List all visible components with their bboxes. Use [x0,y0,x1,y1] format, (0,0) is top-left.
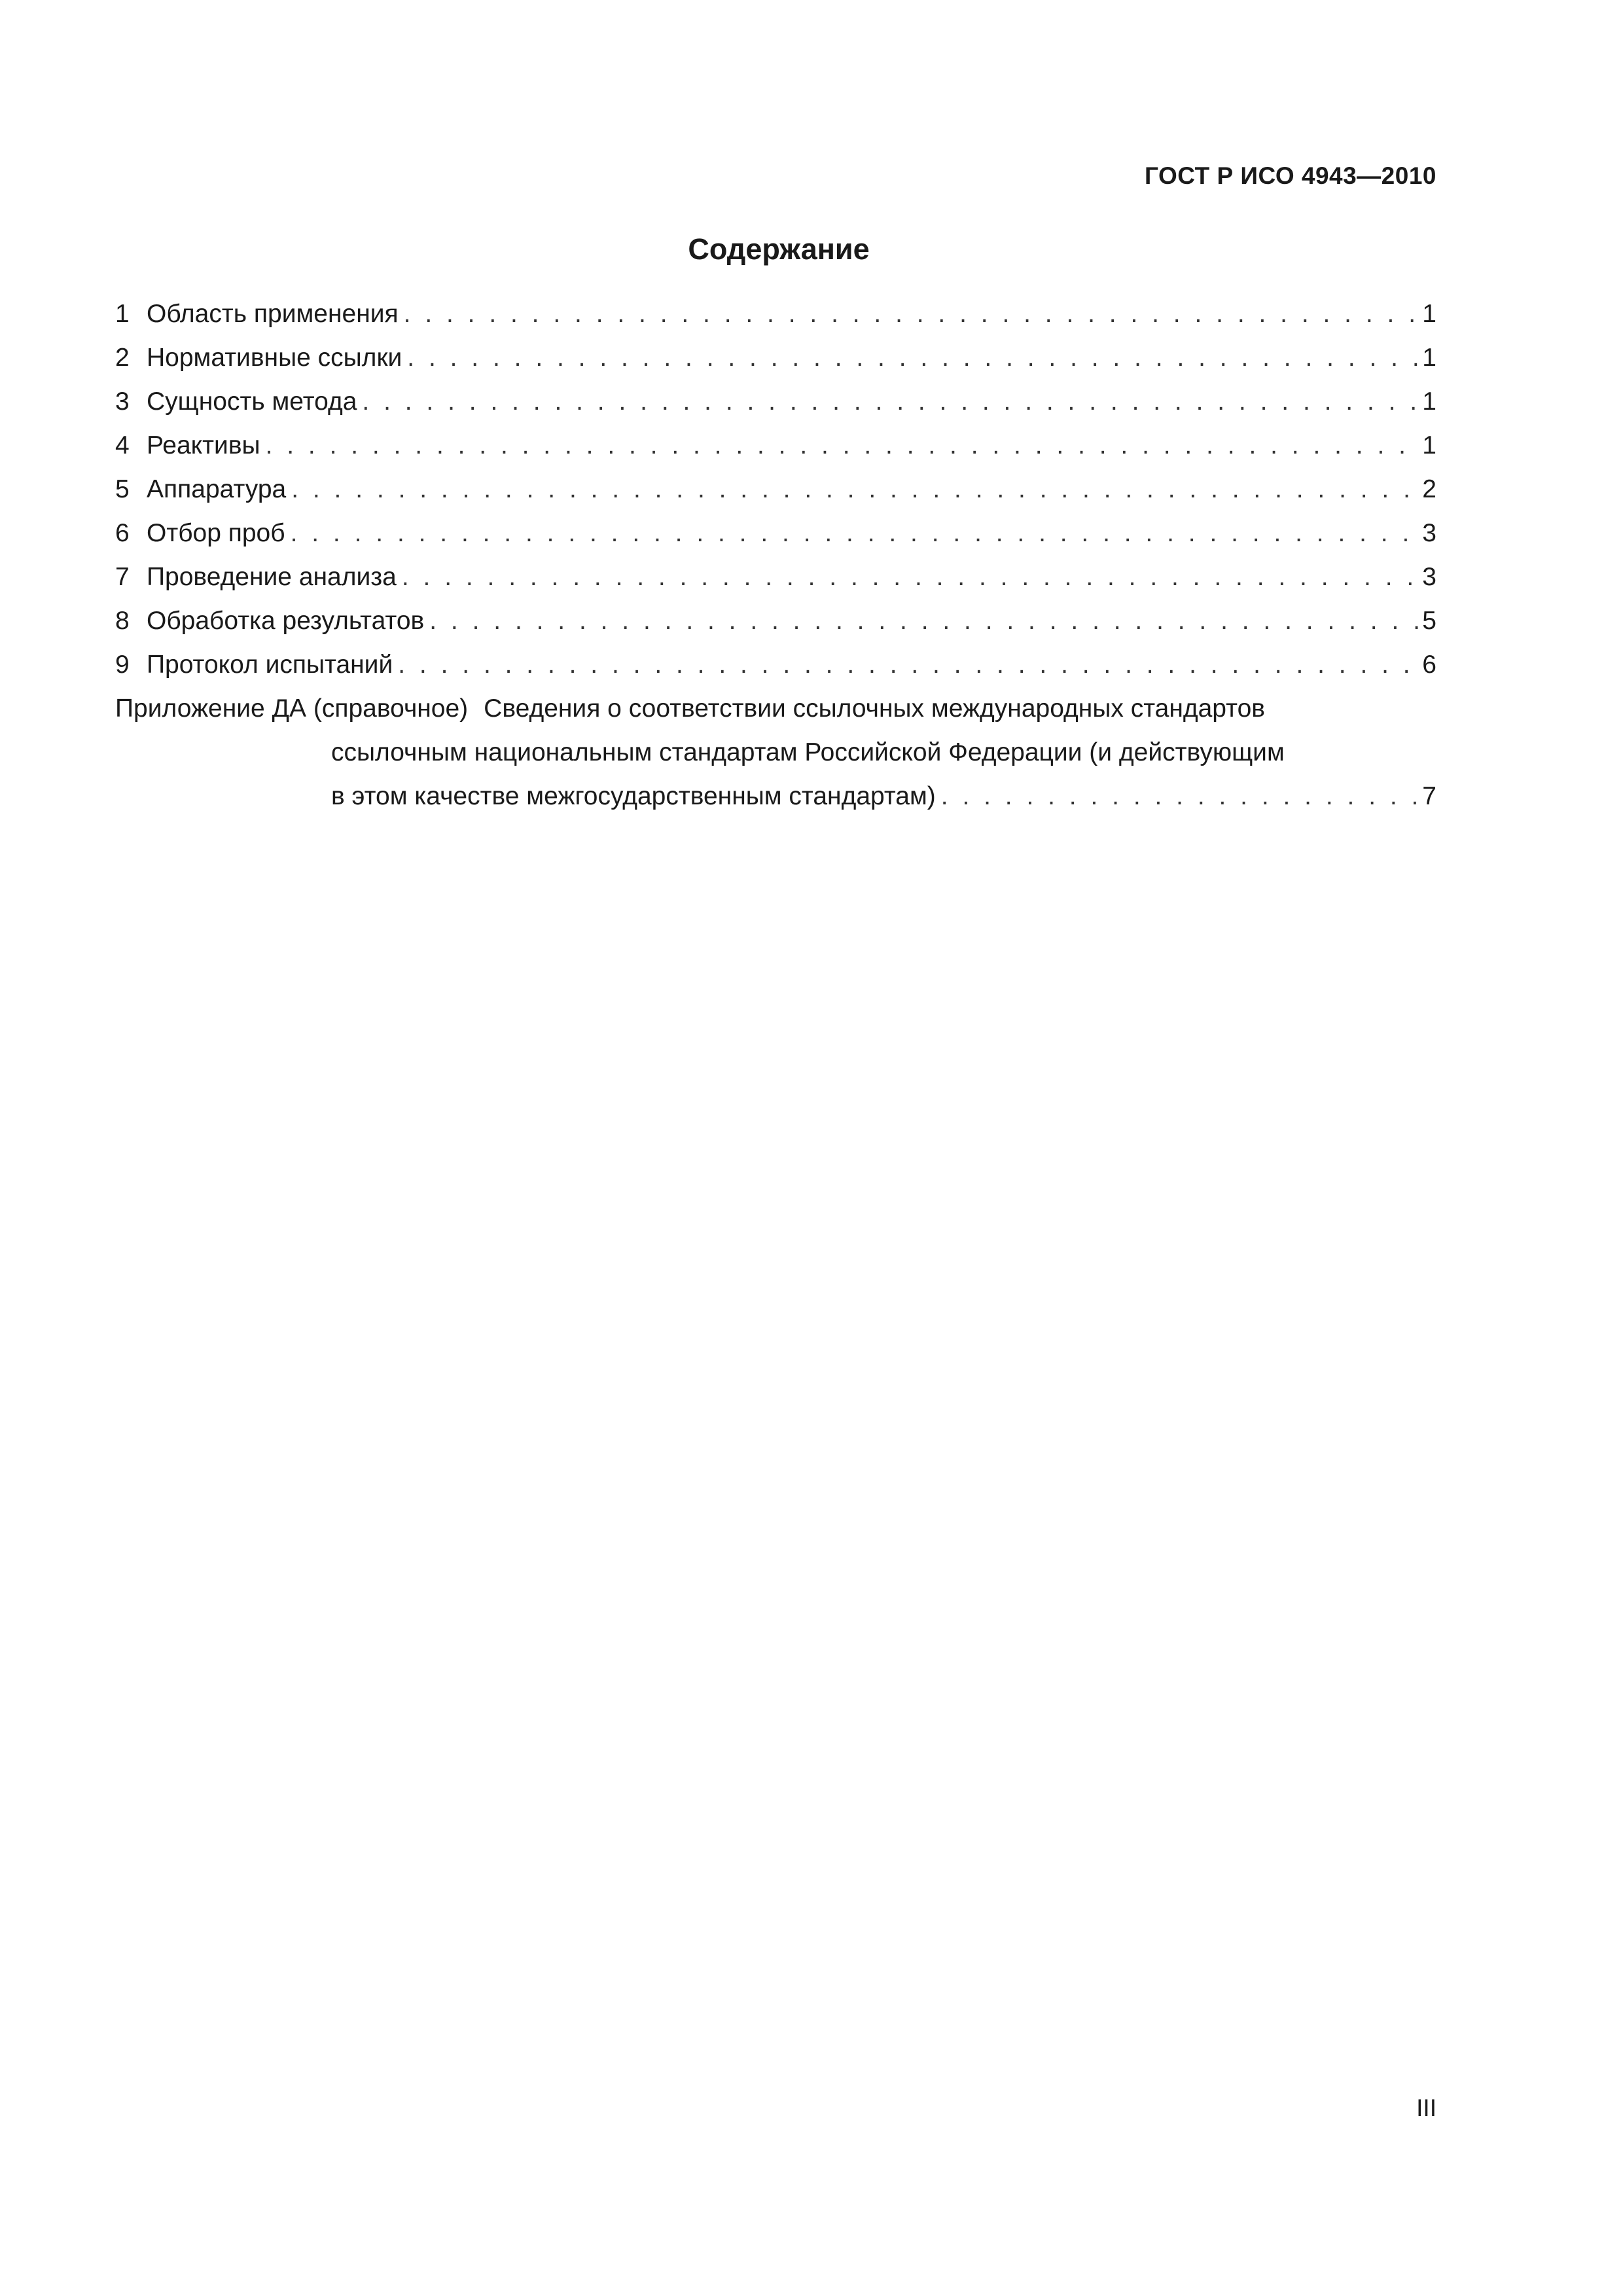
table-of-contents [115,300,1436,826]
page-number: III [1416,2094,1436,2121]
toc-item-number: 4 [115,431,130,459]
toc-title: Содержание [688,232,870,266]
toc-item-label: Проведение анализа [147,563,397,591]
toc-item[interactable] [115,563,1436,607]
toc-item-label: Сущность метода [147,387,357,416]
annex-prefix: Приложение ДА (справочное) [115,694,469,723]
dot-leader [936,782,1418,811]
toc-item-page: 1 [1422,300,1436,328]
toc-item-page: 6 [1422,651,1436,679]
toc-item-number: 8 [115,607,130,635]
annex-title-line-3: в этом качестве межгосударственным стандартам) [331,782,936,810]
toc-item[interactable] [115,651,1436,694]
toc-item-label: Нормативные ссылки [147,344,402,372]
toc-item-page: 3 [1422,519,1436,547]
toc-item-label: Обработка результатов [147,607,425,635]
toc-item-label: Отбор проб [147,519,285,547]
toc-item[interactable] [115,519,1436,563]
toc-item[interactable] [115,607,1436,651]
dot-leader [285,519,1418,548]
toc-item-number: 1 [115,300,130,328]
toc-item-page: 5 [1422,607,1436,635]
toc-item[interactable] [115,300,1436,344]
toc-item-page: 1 [1422,431,1436,459]
toc-item[interactable] [115,475,1436,519]
toc-item-label: Аппаратура [147,475,287,503]
toc-item-number: 6 [115,519,130,547]
toc-item-number: 3 [115,387,130,416]
dot-leader [393,651,1418,679]
document-code: ГОСТ Р ИСО 4943—2010 [1145,162,1436,189]
dot-leader [424,607,1418,636]
annex-title-line-2: ссылочным национальным стандартам Российской Федерации (и действующим [331,738,1285,766]
toc-item[interactable] [115,387,1436,431]
dot-leader [397,563,1418,592]
dot-leader [399,300,1418,329]
annex-page: 7 [1422,782,1436,810]
annex-title-line-1: Сведения о соответствии ссылочных международных стандартов [484,694,1265,723]
toc-item-page: 1 [1422,387,1436,416]
toc-item-number: 9 [115,651,130,679]
dot-leader [357,387,1418,416]
toc-item-number: 5 [115,475,130,503]
toc-item-label: Протокол испытаний [147,651,393,679]
dot-leader [402,344,1418,372]
toc-item-page: 2 [1422,475,1436,503]
toc-item-label: Реактивы [147,431,260,459]
toc-item-label: Область применения [147,300,399,328]
toc-item-number: 2 [115,344,130,372]
toc-item[interactable] [115,431,1436,475]
dot-leader [260,431,1418,460]
toc-annex-item[interactable] [115,694,1436,826]
toc-item-page: 3 [1422,563,1436,591]
dot-leader [286,475,1418,504]
toc-item-number: 7 [115,563,130,591]
toc-item[interactable] [115,344,1436,387]
toc-item-page: 1 [1422,344,1436,372]
